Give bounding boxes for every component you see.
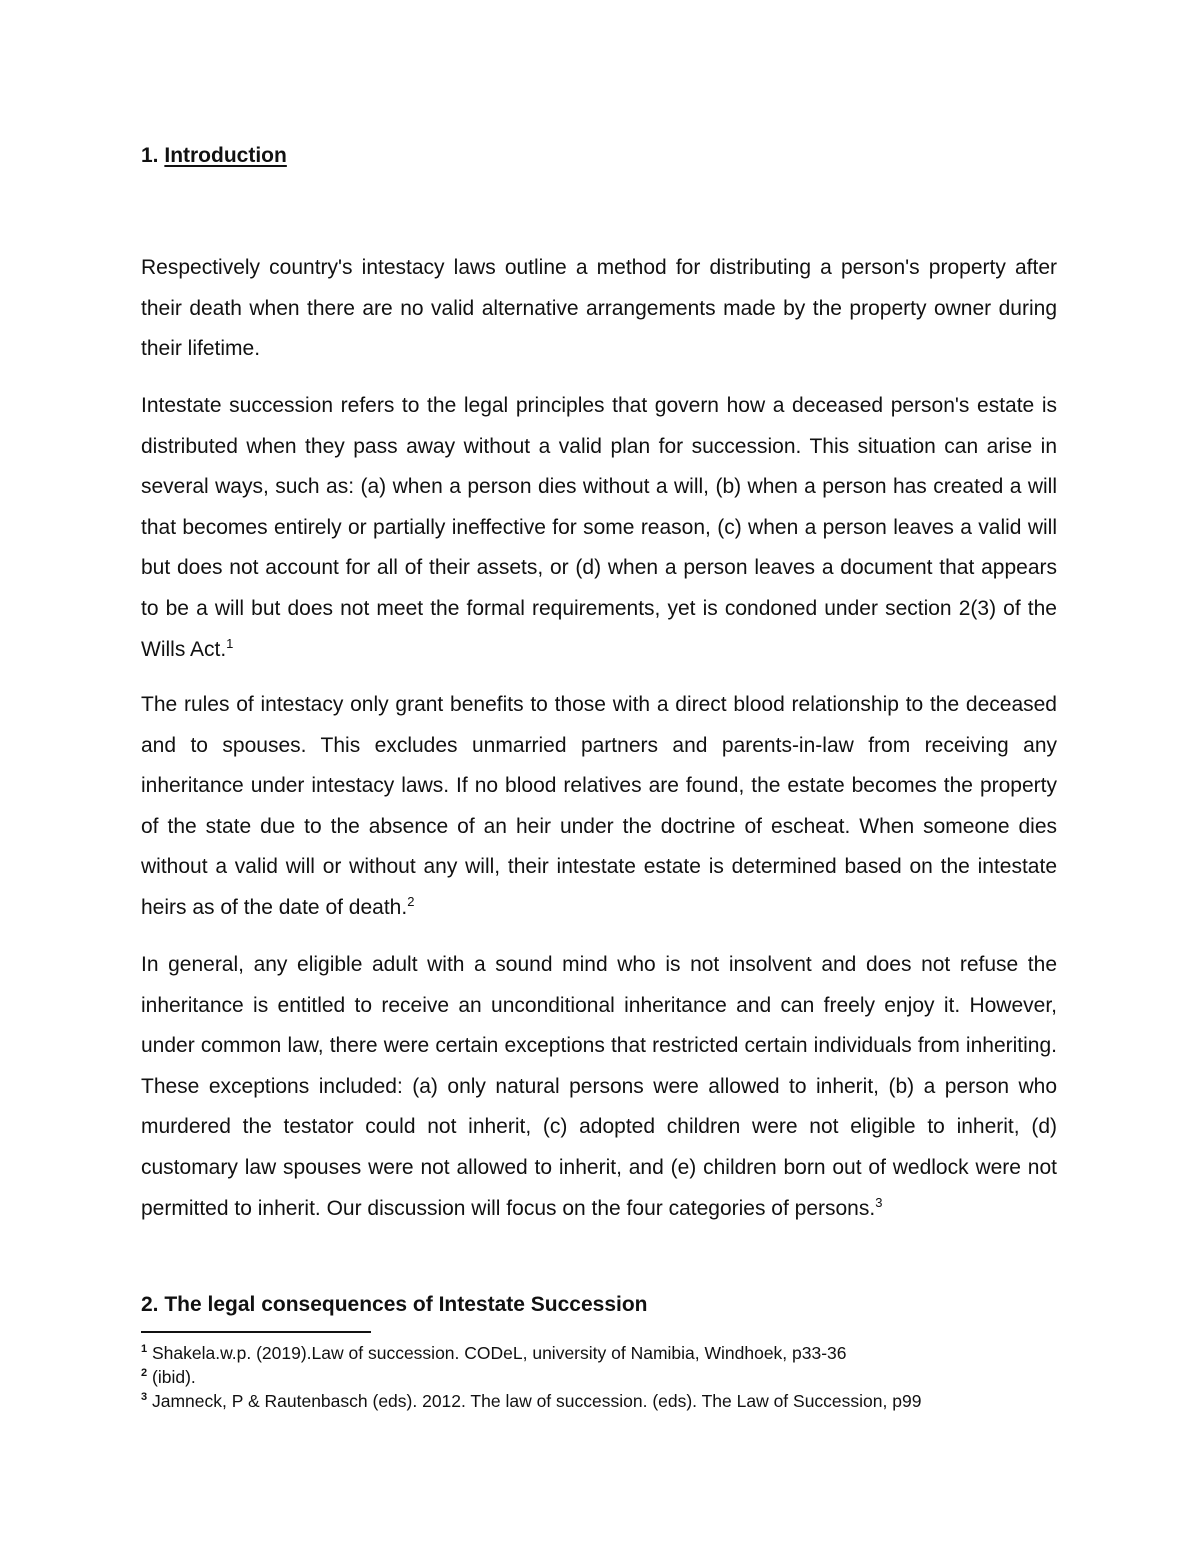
section-heading-introduction bbox=[141, 142, 287, 170]
footnote bbox=[141, 1389, 1141, 1413]
footnote-reference[interactable]: 3 bbox=[875, 1194, 883, 1210]
paragraph-text: Intestate succession refers to the legal principles that govern how a deceased person's estate is distributed when they pass away without a valid plan for succession. This situation can arise in several ways, such as: (a) when a person dies without a will, (b) when a person has created a will that becomes entirely or partially ineffective for some reason, (c) when a person leaves a valid will but does not account for all of their assets, or (d) when a person leaves a document that appears to be a will but does not meet the formal requirements, yet is condoned under section 2(3) of the Wills Act. bbox=[141, 394, 1057, 661]
footnote bbox=[141, 1365, 1141, 1389]
section-number: 1. bbox=[141, 144, 159, 167]
footnote-mark: 1 bbox=[141, 1343, 148, 1356]
footnote-separator bbox=[141, 1331, 371, 1333]
footnote-mark: 2 bbox=[141, 1367, 148, 1380]
footnote-text: (ibid). bbox=[152, 1367, 196, 1387]
paragraph-text: In general, any eligible adult with a sound mind who is not insolvent and does not refuse the inheritance is entitled to receive an unconditional inheritance and can freely enjoy it. However, under common law, there were certain exceptions that restricted certain individuals from inheriting. These exceptions included: (a) only natural persons were allowed to inherit, (b) a person who murdered the testator could not inherit, (c) adopted children were not eligible to inherit, (d) customary law spouses were not allowed to inherit, and (e) children born out of wedlock were not permitted to inherit. Our discussion will focus on the four categories of persons. bbox=[141, 953, 1057, 1220]
paragraph-4 bbox=[141, 945, 1057, 1229]
footnote-text: Shakela.w.p. (2019).Law of succession. CODeL, university of Namibia, Windhoek, p33-36 bbox=[152, 1343, 847, 1363]
paragraph-3 bbox=[141, 685, 1057, 929]
section-heading-legal-consequences: 2. The legal consequences of Intestate Succession bbox=[141, 1293, 648, 1316]
paragraph-text: Respectively country's intestacy laws outline a method for distributing a person's property after their death when there are no valid alternative arrangements made by the property owner during their lifetime. bbox=[141, 256, 1057, 361]
footnotes bbox=[141, 1341, 1141, 1413]
paragraph-1 bbox=[141, 248, 1057, 370]
footnote-reference[interactable]: 2 bbox=[407, 893, 415, 909]
footnote-mark: 3 bbox=[141, 1391, 148, 1404]
paragraph-2 bbox=[141, 386, 1057, 670]
paragraph-text: The rules of intestacy only grant benefits to those with a direct blood relationship to the deceased and to spouses. This excludes unmarried partners and parents-in-law from receiving any inheritance under intestacy laws. If no blood relatives are found, the estate becomes the property of the state due to the absence of an heir under the doctrine of escheat. When someone dies without a valid will or without any will, their intestate estate is determined based on the intestate heirs as of the date of death. bbox=[141, 693, 1057, 919]
footnote bbox=[141, 1341, 1141, 1365]
section-title: Introduction bbox=[164, 144, 287, 167]
footnote-reference[interactable]: 1 bbox=[226, 635, 234, 651]
footnote-text: Jamneck, P & Rautenbasch (eds). 2012. The law of succession. (eds). The Law of Succession, p99 bbox=[152, 1391, 922, 1411]
